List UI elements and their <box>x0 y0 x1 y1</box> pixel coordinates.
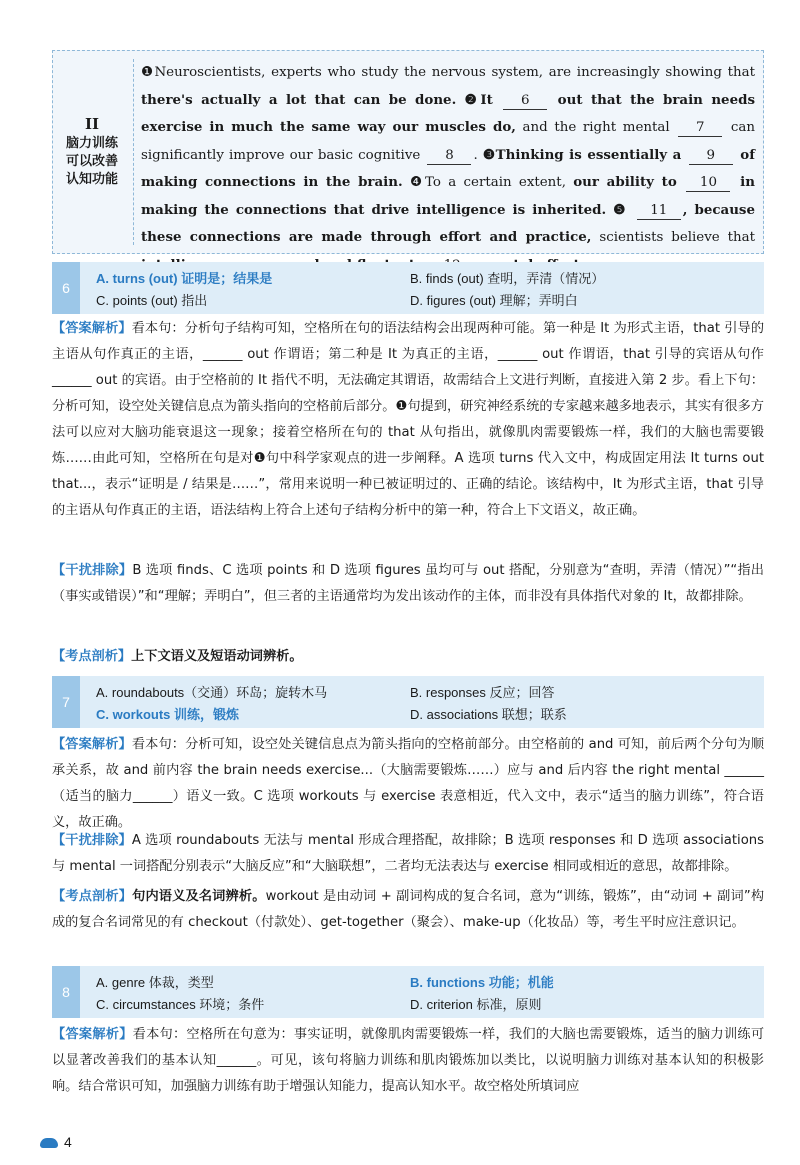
option-b: B. responses 反应；回答 <box>410 685 555 700</box>
passage-label-line: 认知功能 <box>65 172 118 187</box>
option-d: D. associations 联想；联系 <box>410 707 567 722</box>
question-number: 7 <box>52 676 80 728</box>
q7-distractor-analysis: 【干扰排除】A 选项 roundabouts 无法与 mental 形成合理搭配，故排除；B 选项 responses 和 D 选项 associations 与 mental 一词搭配分别表示“大脑反应”和“大脑联想”，二者均无法表达与 exercise 相同或相近的意思，故都排除。 <box>52 833 765 874</box>
option-b: B. finds (out) 查明，弄清（情况） <box>410 271 605 286</box>
passage-label-line: 脑力训练 <box>65 136 118 151</box>
key-point-tag: 【考点剖析】 <box>52 649 132 664</box>
option-d: D. figures (out) 理解；弄明白 <box>410 293 578 308</box>
blank-6: 6 <box>503 93 547 110</box>
answer-tag: 【答案解析】 <box>52 1027 133 1042</box>
blank-8: 8 <box>427 148 471 165</box>
blank-11: 11 <box>637 203 681 220</box>
question-8-options <box>52 966 764 1018</box>
blank-9: 9 <box>689 148 733 165</box>
answer-tag: 【答案解析】 <box>52 321 132 336</box>
question-number: 6 <box>52 262 80 314</box>
blank-10: 10 <box>686 175 730 192</box>
option-d: D. criterion 标准，原则 <box>410 997 542 1012</box>
passage-label-line: 可以改善 <box>65 154 118 169</box>
passage-section-number: II <box>84 115 100 133</box>
option-a: A. genre 体裁，类型 <box>96 975 214 990</box>
passage-label <box>53 51 131 253</box>
question-6-options <box>52 262 764 314</box>
page-footer <box>40 1134 72 1150</box>
distractor-tag: 【干扰排除】 <box>52 833 132 848</box>
passage-divider <box>133 59 134 245</box>
answer-tag: 【答案解析】 <box>52 737 132 752</box>
page-number: 4 <box>64 1134 72 1150</box>
option-a: A. turns (out) 证明是；结果是 <box>96 271 273 286</box>
q8-answer-analysis: 【答案解析】看本句：空格所在句意为：事实证明，就像肌肉需要锻炼一样，我们的大脑也需要锻炼，适当的脑力训练可以显著改善我们的基本认知______。可见，该句将脑力训练和肌肉锻炼加以类比，以说明脑力训练对基本认知的积极影响。结合常识可知，加强脑力训练有助于增强认知能力，提高认知水平。故空格处所填词应 <box>52 1027 765 1094</box>
passage-box <box>52 50 764 254</box>
q6-distractor-analysis: 【干扰排除】B 选项 finds、C 选项 points 和 D 选项 figures 虽均可与 out 搭配，分别意为“查明，弄清（情况）”“指出（事实或错误）”和“理解；弄明白”，但三者的主语通常均为发出该动作的主体，而非没有具体指代对象的 It，故都排除。 <box>52 563 764 604</box>
q6-answer-analysis: 【答案解析】看本句：分析句子结构可知，空格所在句的语法结构会出现两种可能。第一种是 It 为形式主语，that 引导的主语从句作真正的主语，______ out 作谓语；第二种是 It 为真正的主语，______ out 作谓语，that 引导的宾语从句作______ out 的宾语。由于空格前的 It 指代不明，无法确定其谓语，故需结合上文进行判断，直接进入第 2 步。看上下句：分析可知，设空处关键信息点为箭头指向的空格前后部分。❶句提到，研究神经系统的专家越来越多地表示，其实有很多方法可以应对大脑功能衰退这一现象；接着空格所在句的 that 从句指出，就像肌肉需要锻炼一样，我们的大脑也需要锻炼……由此可知，空格所在句是对❶句中科学家观点的进一步阐释。A 选项 turns 代入文中，构成固定用法 It turns out that...，表示“证明是 / 结果是……”，常用来说明一种已被证明过的、正确的结论。该结构中，It 为形式主语，that 引导的主语从句作真正的主语，语法结构上符合上述句子结构分析中的第一种，符合上下文语义，故正确。 <box>52 321 765 518</box>
blank-7: 7 <box>678 120 722 137</box>
q7-key-point: 【考点剖析】句内语义及名词辨析。workout 是由动词 + 副词构成的复合名词，意为“训练，锻炼”，由“动词 + 副词”构成的复合名词常见的有 checkout（付款处）、get-together（聚会）、make-up（化妆品）等，考生平时应注意识记。 <box>52 889 765 930</box>
option-b: B. functions 功能；机能 <box>410 975 554 990</box>
option-a: A. roundabouts（交通）环岛；旋转木马 <box>96 685 328 700</box>
q7-answer-analysis: 【答案解析】看本句：分析可知，设空处关键信息点为箭头指向的空格前部分。由空格前的 and 可知，前后两个分句为顺承关系，故 and 前内容 the brain needs exercise...（大脑需要锻炼……）应与 and 后内容 the right mental ______（适当的脑力______）语义一致。C 选项 workouts 与 exercise 表意相近，代入文中，表示“适当的脑力训练”，符合语义，故正确。 <box>52 737 765 830</box>
distractor-tag: 【干扰排除】 <box>52 563 133 578</box>
key-point-tag: 【考点剖析】 <box>52 889 133 904</box>
passage-text: ❶Neuroscientists, experts who study the nervous system, are increasingly showing that there's actually a lot that can be done. ❷It 6 out that the brain needs exercise in much the same way our muscles do, and the right mental 7 can significantly improve our basic cognitive 8 . ❸Thinking is essentially a 9 of making connections in the brain. ❹To a certain extent, our ability to 10 in making the connections that drive intelligence is inherited. ❺ 11 , because these connections are made through effort and practice, scientists believe that <box>141 59 755 279</box>
book-icon <box>40 1138 58 1148</box>
option-c: C. points (out) 指出 <box>96 293 208 308</box>
question-number: 8 <box>52 966 80 1018</box>
option-c: C. workouts 训练，锻炼 <box>96 707 240 722</box>
q6-key-point: 【考点剖析】上下文语义及短语动词辨析。 <box>52 649 303 664</box>
option-c: C. circumstances 环境；条件 <box>96 997 265 1012</box>
question-7-options <box>52 676 764 728</box>
